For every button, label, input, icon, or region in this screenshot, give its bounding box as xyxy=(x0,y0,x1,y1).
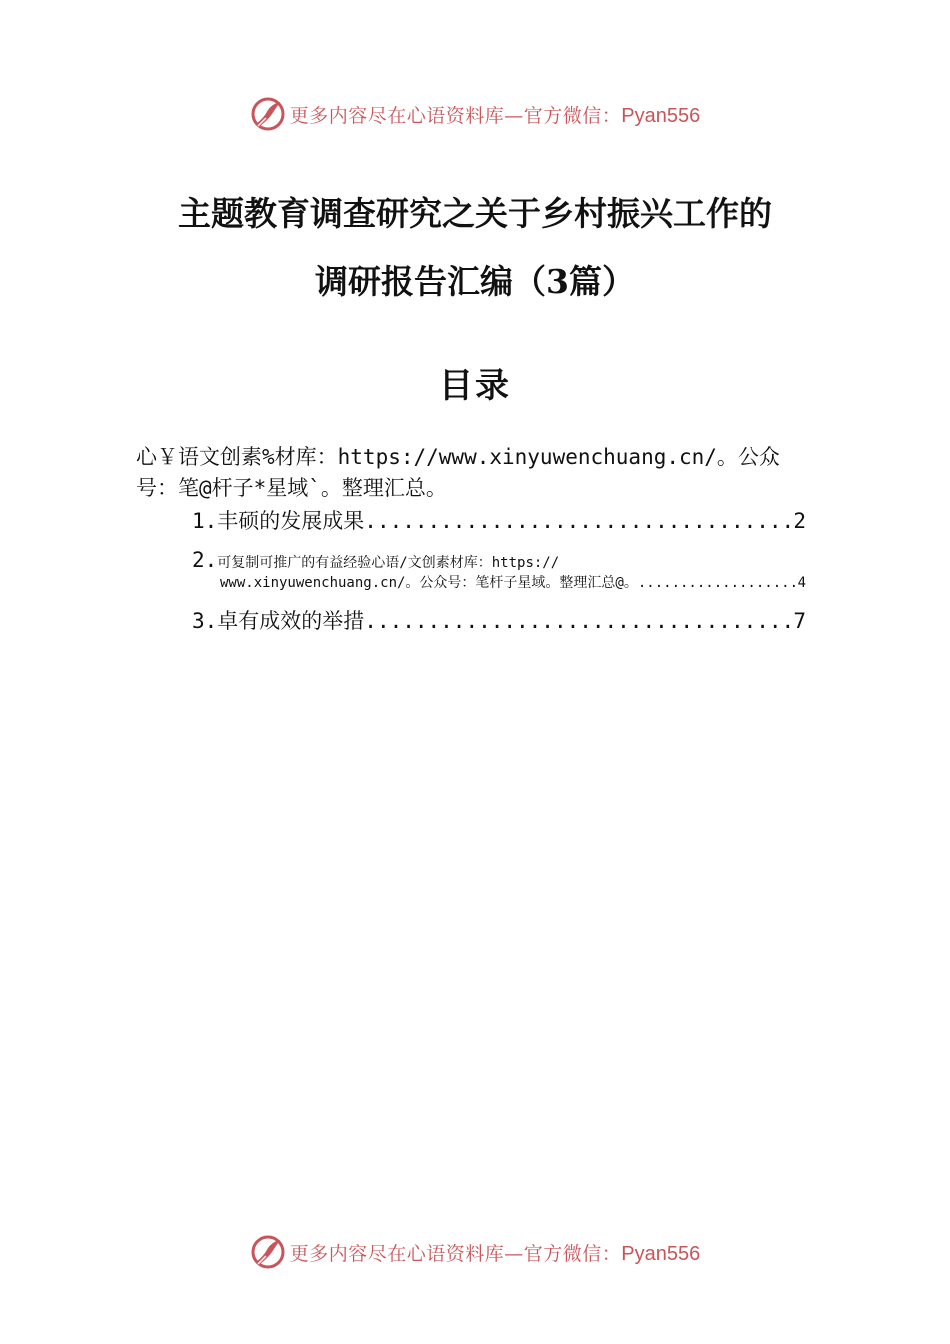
toc-leader-dots xyxy=(364,509,793,533)
toc-leader-dots xyxy=(638,573,798,593)
toc-entry-2[interactable] xyxy=(192,548,806,593)
watermark-text: 更多内容尽在心语资料库—官方微信：Pyan556 xyxy=(289,1242,701,1265)
toc-entry-number: 2. xyxy=(192,548,218,572)
pen-logo-icon xyxy=(250,1234,286,1270)
wechat-id: Pyan556 xyxy=(621,1242,701,1265)
watermark-text: 更多内容尽在心语资料库—官方微信：Pyan556 xyxy=(289,104,701,127)
toc-entry-3[interactable] xyxy=(192,605,806,635)
toc-entry-1[interactable] xyxy=(192,505,806,535)
toc-entry-number: 3. xyxy=(192,609,218,633)
wechat-id: Pyan556 xyxy=(621,104,701,127)
watermark-banner-bottom xyxy=(0,1232,950,1272)
toc-entry-title-continued: www.xinyuwenchuang.cn/。公众号：笔杆子星域。整理汇总@。 xyxy=(220,575,638,591)
intro-line-1: 心￥语文创素%材库：https://www.xinyuwenchuang.cn/。公众 xyxy=(136,445,780,469)
pen-logo-icon xyxy=(250,96,286,132)
document-title-line1: 主题教育调查研究之关于乡村振兴工作的 xyxy=(178,194,772,233)
toc-heading: 目录 xyxy=(439,366,511,406)
toc-entry-page: 7 xyxy=(793,609,806,633)
intro-line-2: 号：笔@杆子*星域`。整理汇总。 xyxy=(136,476,447,500)
intro-paragraph xyxy=(136,442,856,504)
toc-leader-dots xyxy=(364,609,793,633)
toc-entry-number: 1. xyxy=(192,509,218,533)
toc-entry-title: 可复制可推广的有益经验心语/文创素材库：https:// xyxy=(217,555,560,571)
watermark-banner-top xyxy=(0,94,950,134)
toc-entry-title: 卓有成效的举措 xyxy=(217,609,365,633)
toc-entry-page: 2 xyxy=(793,509,806,533)
toc-entry-title: 丰硕的发展成果 xyxy=(217,509,365,533)
document-title-line2: 调研报告汇编（3篇） xyxy=(315,262,635,301)
toc-entry-page: 4 xyxy=(797,575,806,591)
